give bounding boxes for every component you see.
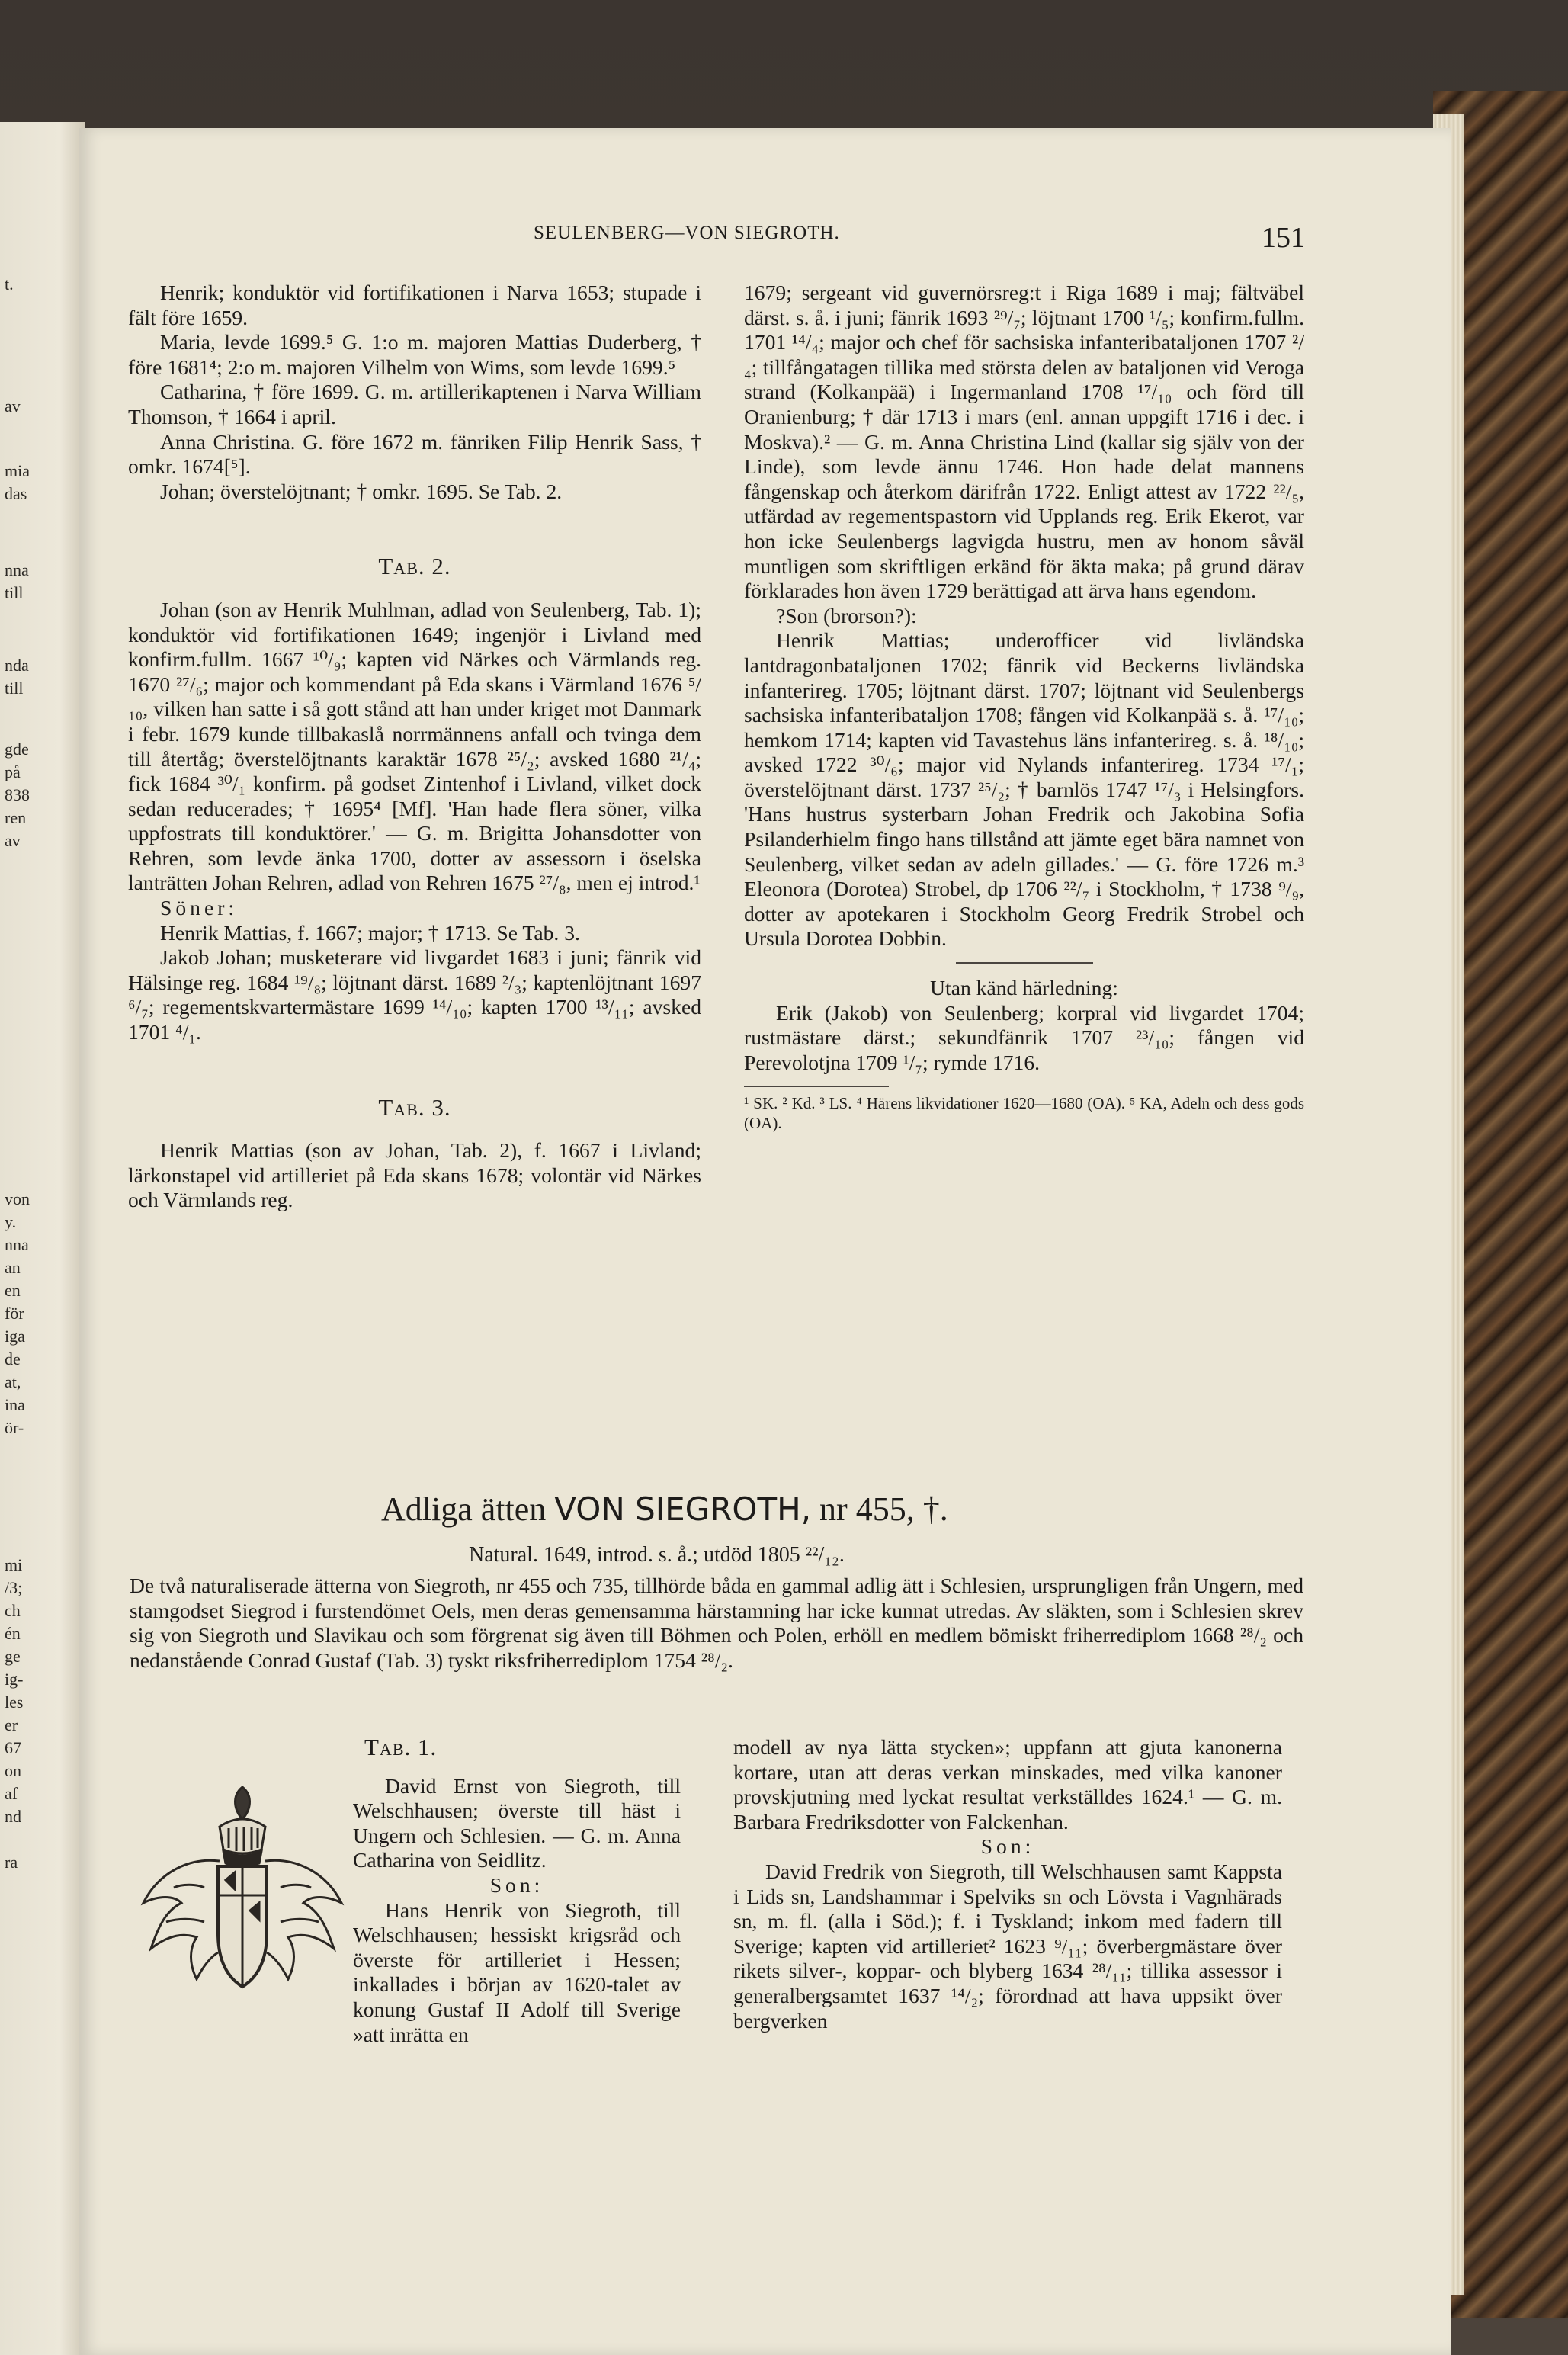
footnotes: ¹ SK. ² Kd. ³ LS. ⁴ Härens likvidationer 1620—1680 (OA). ⁵ KA, Adeln och dess gods (OA). (744, 1094, 1304, 1133)
left-page-fragment: ch (5, 1601, 21, 1620)
tab-3-heading: Tab. 3. (378, 1093, 451, 1121)
paragraph: Erik (Jakob) von Seulenberg; korpral vid livgardet 1704; rustmästare därst.; sekundfänrik 1707 ²³/₁₀; fången vid Perevolotjna 1709 ¹/₇; rymde 1716. (744, 1000, 1304, 1074)
left-page-fragments (0, 122, 76, 2355)
column-2 (744, 281, 1304, 1133)
paragraph: Hans Henrik von Siegroth, till Welschhausen; hessiskt krigsråd och överste för artilleriet i Hessen; inkallades i början av 1620-talet av konung Gustaf II Adolf till Sverige »att inrätta en (353, 1898, 681, 2046)
divider (956, 962, 1093, 964)
left-page-fragment: nna (5, 560, 29, 579)
paragraph: Johan (son av Henrik Muhlman, adlad von Seulenberg, Tab. 1); konduktör vid fortifikationen 1649; ingenjör i Livland med konfirm.fullm. 1667 ¹⁰/₉; kapten vid Närkes och Värmlands reg. 1670 ²⁷/₆; major och kommendant på Eda skans i Värmland 1676 ⁵/₁₀, vilken han satte i så gott stånd att han under kriget mot Danmark i febr. 1679 kunde tillbakaslå norrmännens anfall och tvinga dem till återtåg; överstelöjtnants karaktär 1678 ²⁵/₂; avsked 1680 ²¹/₄; fick 1684 ³⁰/₁ konfirm. på godset Zintenhof i Livland, vilket dock sedan reducerades; † 1695⁴ [Mf]. 'Han hade flera söner, vilka uppfostrats till konduktörer.' — G. m. Brigitta Johansdotter von Rehren, som levde änka 1700, dotter av assessorn i öselska lanträtten Johan Rehren, adlad von Rehren 1675 ²⁷/₈, men ej introd.¹ (128, 597, 701, 895)
tab-1-heading: Tab. 1. (364, 1734, 438, 1760)
paragraph: Henrik; konduktör vid fortifikationen i Narva 1653; stupade i fält före 1659. (128, 281, 701, 329)
left-page-fragment: nda (5, 656, 29, 675)
coat-of-arms-icon (128, 1781, 357, 2010)
left-page-fragment: das (5, 484, 27, 503)
left-page-fragment: at, (5, 1372, 21, 1391)
column-1 (128, 281, 701, 1213)
left-page-fragment: till (5, 679, 24, 698)
left-page-fragment: ge (5, 1647, 21, 1666)
paragraph: De två naturaliserade ätterna von Siegroth, nr 455 och 735, tillhörde båda en gammal adlig ätt i Schlesien, ursprungligen från Ungern, med stamgodset Siegrod i furstendömet Oels, men deras gemensamma härstamning har icke kunnat utredas. Av släkten, som i Schlesien skrev sig von Siegroth und Slavikau och som förgrenat sig även till Böhmen och Polen, erhöll en medlem bömiskt friherrediplom 1668 ²⁸/₂ och nedanstående Conrad Gustaf (Tab. 3) tyskt riksfriherrediplom 1754 ²⁸/₂. (130, 1574, 1303, 1672)
left-page-fragment: gde (5, 740, 29, 759)
paragraph: Catharina, † före 1699. G. m. artillerikaptenen i Narva William Thomson, † 1664 i april. (128, 380, 701, 428)
left-page-fragment: av (5, 831, 21, 850)
left-page-fragment: ra (5, 1853, 18, 1872)
left-page-fragment: för (5, 1304, 24, 1323)
left-page-fragment: /3; (5, 1578, 23, 1597)
house-subtitle: Natural. 1649, introd. s. å.; utdöd 1805 ²²/₁₂. (469, 1543, 845, 1567)
son-label: Son: (489, 1872, 544, 1897)
left-page (0, 122, 85, 2355)
left-page-fragment: 67 (5, 1738, 21, 1757)
house-title-pre: Adliga ätten (381, 1490, 555, 1528)
house-intro (130, 1574, 1303, 1673)
paragraph: Anna Christina. G. före 1672 m. fänriken Filip Henrik Sass, † omkr. 1674[⁵]. (128, 429, 701, 479)
left-page-fragment: ren (5, 808, 27, 827)
left-page-fragment: nd (5, 1807, 21, 1826)
house-title (381, 1490, 948, 1529)
paragraph: 1679; sergeant vid guvernörsreg:t i Riga 1689 i maj; fältväbel därst. s. å. i juni; fänrik 1693 ²⁹/₇; löjtnant 1700 ¹/₅; konfirm.fullm. 1701 ¹⁴/₄; major och chef för sachsiska infanteribataljonen 1707 ²/₄; tillfångatagen tillika med största delen av bataljonen vid Veroga strand (Kolkanpää) i Ingermanland 1708 ¹⁷/₁₀ och förd till Oranienburg; † där 1713 i mars (enl. annan uppgift 1716 i dec. i Moskva).² — G. m. Anna Christina Lind (kallar sig själv von der Linde), som levde ännu 1746. Hon hade delat mannens fångenskap och återkom därifrån 1722. Enligt attest av 1722 ²²/₅, utfärdad av regementspastorn vid Upplands reg. Erik Ekerot, var hon icke Seulenbergs lagvigda hustru, men av honom såväl muntligen som skriftligen erkänd för äkta maka; på grund därav förklarades hon även 1729 berättigad att ärva hans egendom. (744, 281, 1304, 603)
left-page-fragment: ör- (5, 1418, 24, 1437)
unknown-origin-heading: Utan känd härledning: (930, 976, 1118, 1000)
son-label: Son: (980, 1834, 1035, 1859)
paragraph: Henrik Mattias; underofficer vid livländska lantdragonbataljonen 1702; fänrik vid Beckerns livländska infanterireg. 1705; löjtnant därst. 1707; löjtnant vid Seulenbergs sachsiska infanteribataljon 1708; fången vid Kolkanpää s. å. ¹⁷/₁₀; hemkom 1714; kapten vid Tavastehus läns infanterireg. s. å. ¹⁸/₁₀; avsked 1722 ³⁰/₆; major vid Nylands infanterireg. 1734 ¹⁷/₁; överstelöjtnant därst. 1737 ²⁵/₂; † barnlös 1747 ¹⁷/₃ i Helsingfors. 'Hans hustrus systerbarn Johan Fredrik och Jakobina Sofia Psilanderhielm fingo hans tillstånd att jämte eget bära namnet von Seulenberg, vilket sedan av adeln gillades.' — G. före 1726 m.³ Eleonora (Dorotea) Strobel, dp 1706 ²²/₇ i Stockholm, † 1738 ⁹/₉, dotter av apotekaren i Stockholm Georg Fredrik Strobel och Ursula Dorotea Dobbin. (744, 628, 1304, 951)
left-page-fragment: t. (5, 274, 14, 294)
running-head: SEULENBERG—VON SIEGROTH. (534, 223, 840, 243)
left-page-fragment: les (5, 1692, 24, 1712)
left-page-fragment: de (5, 1349, 21, 1368)
left-page-fragment: på (5, 762, 21, 781)
left-page-fragment: ig- (5, 1670, 24, 1689)
left-page-fragment: er (5, 1715, 18, 1734)
left-page-fragment: 838 (5, 785, 30, 804)
paragraph: Maria, levde 1699.⁵ G. 1:o m. majoren Mattias Duderberg, † före 1681⁴; 2:o m. majoren Vilhelm von Wims, som levde 1699.⁵ (128, 330, 701, 379)
paragraph: modell av nya lätta stycken»; uppfann att gjuta kanonerna kortare, utan att deras verkan minskades, med vilka kanoner provskjutning med lyckat resultat verkställdes 1624.¹ — G. m. Barbara Fredriksdotter von Falckenhan. (733, 1735, 1282, 1834)
paragraph: David Ernst von Siegroth, till Welschhausen; överste till häst i Ungern och Schlesien. — G. m. Anna Catharina von Seidlitz. (353, 1773, 681, 1872)
left-page-fragment: mia (5, 461, 30, 480)
left-page-fragment: y. (5, 1212, 17, 1231)
house-title-name: VON SIEGROTH, (554, 1490, 812, 1528)
left-page-fragment: on (5, 1761, 21, 1780)
left-page-fragment: af (5, 1784, 18, 1803)
left-page-fragment: ina (5, 1395, 25, 1414)
page-number: 151 (1262, 222, 1305, 254)
footnote-rule (744, 1086, 889, 1087)
house-title-post: nr 455, †. (811, 1490, 948, 1528)
paragraph: Henrik Mattias (son av Johan, Tab. 2), f. 1667 i Livland; lärkonstapel vid artilleriet på Eda skans 1678; volontär vid Närkes och Värmlands reg. (128, 1138, 701, 1212)
left-page-fragment: av (5, 396, 21, 415)
paragraph: Johan; överstelöjtnant; † omkr. 1695. Se Tab. 2. (160, 479, 563, 503)
left-page-fragment: én (5, 1624, 21, 1643)
son-label: ?Son (brorson?): (776, 603, 917, 627)
column-4 (733, 1735, 1282, 2033)
left-page-fragment: von (5, 1189, 30, 1208)
paragraph: David Fredrik von Siegroth, till Welschhausen samt Kappsta i Lids sn, Landshammar i Spelviks sn och Lövsta i Vagnhärads sn, m. fl. (alla i Söd.); f. i Tyskland; inkom med fadern till Sverige; kapten vid artilleriet² 1623 ⁹/₁₁; överbergmästare över rikets silver-, koppar- och blyberg 1634 ²⁸/₁₁; tillika assessor i generalbergsamtet 1637 ¹⁴/₂; förordnad att hava uppsikt över bergverken (733, 1859, 1282, 2033)
left-page-fragment: an (5, 1258, 21, 1277)
left-page-fragment: en (5, 1281, 21, 1300)
left-page-fragment: iga (5, 1327, 25, 1346)
tab-2-heading: Tab. 2. (378, 553, 451, 580)
left-page-fragment: mi (5, 1555, 23, 1574)
left-page-fragment: till (5, 583, 24, 602)
paragraph: Jakob Johan; musketerare vid livgardet 1683 i juni; fänrik vid Hälsinge reg. 1684 ¹⁹/₈; löjtnant därst. 1689 ²/₃; kaptenlöjtnant 1697 ⁶/₇; regementskvartermästare 1699 ¹⁴/₁₀; kapten 1700 ¹³/₁₁; avsked 1701 ⁴/₁. (128, 945, 701, 1044)
paragraph: Henrik Mattias, f. 1667; major; † 1713. Se Tab. 3. (160, 920, 580, 945)
left-page-fragment: nna (5, 1235, 29, 1254)
soner-label: Söner: (160, 896, 239, 920)
